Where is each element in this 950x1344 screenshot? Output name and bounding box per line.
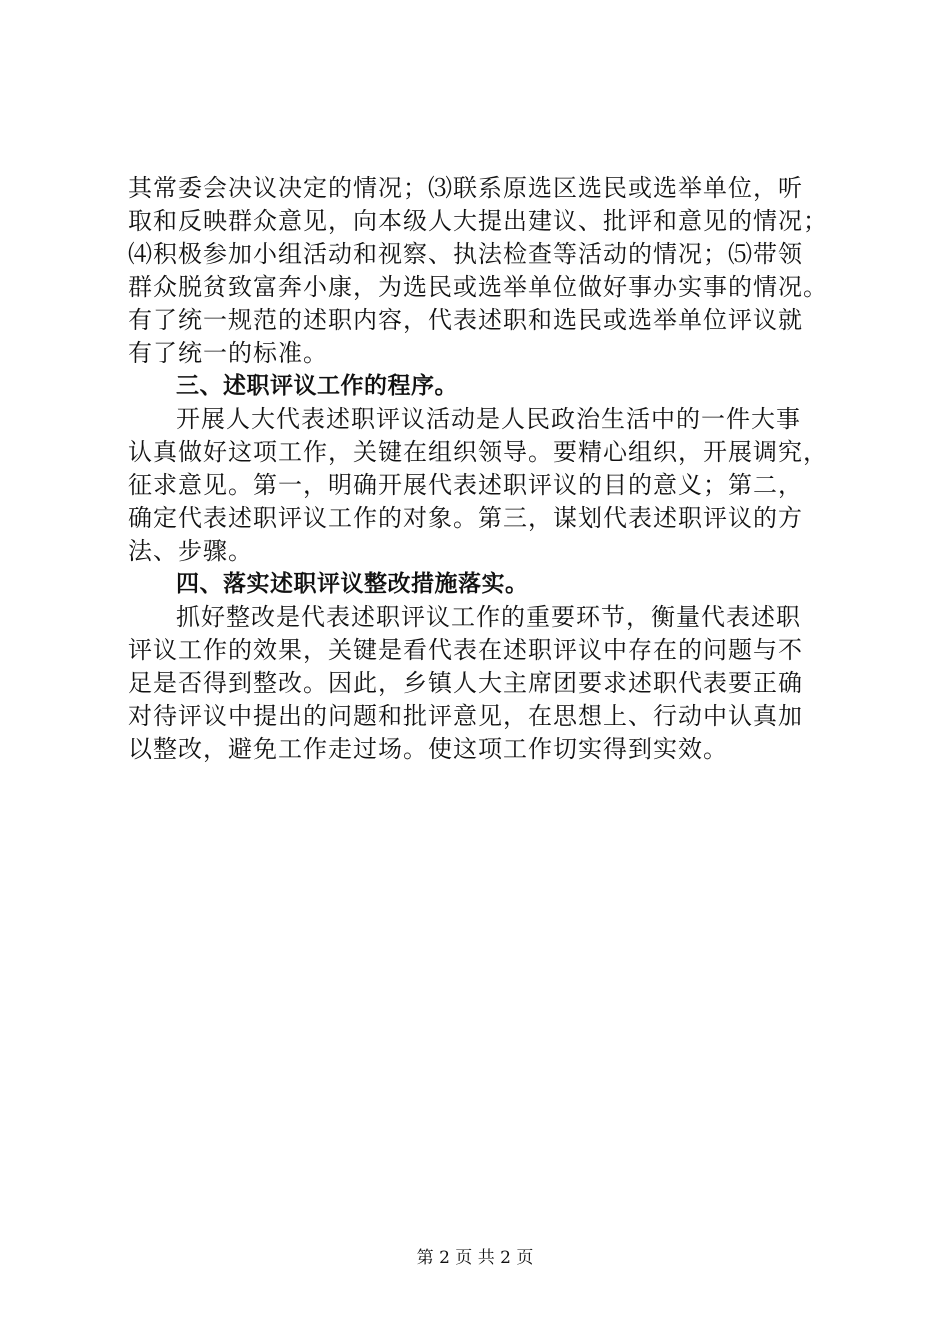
body-line: 群众脱贫致富奔小康，为选民或选举单位做好事办实事的情况。: [128, 273, 828, 301]
body-line: 足是否得到整改。因此，乡镇人大主席团要求述职代表要正确: [128, 669, 803, 697]
body-line: 其常委会决议决定的情况；⑶联系原选区选民或选举单位，听: [128, 174, 803, 202]
body-line: ⑷积极参加小组活动和视察、执法检查等活动的情况；⑸带领: [128, 240, 803, 268]
body-line: 认真做好这项工作，关键在组织领导。要精心组织，开展调究，: [128, 438, 828, 466]
body-line: 抓好整改是代表述职评议工作的重要环节，衡量代表述职: [176, 603, 801, 631]
section-heading-4: 四、落实述职评议整改措施落实。: [176, 571, 529, 597]
body-line: 确定代表述职评议工作的对象。第三，谋划代表述职评议的方: [128, 504, 803, 532]
body-line: 取和反映群众意见，向本级人大提出建议、批评和意见的情况；: [128, 207, 828, 235]
body-line: 评议工作的效果，关键是看代表在述职评议中存在的问题与不: [128, 636, 803, 664]
body-line: 法、步骤。: [128, 537, 253, 565]
body-line: 征求意见。第一，明确开展代表述职评议的目的意义；第二，: [128, 471, 803, 499]
page-footer: 第 2 页 共 2 页: [416, 1248, 534, 1268]
body-line: 有了统一的标准。: [128, 339, 328, 367]
section-heading-3: 三、述职评议工作的程序。: [176, 373, 458, 399]
body-line: 有了统一规范的述职内容，代表述职和选民或选举单位评议就: [128, 306, 803, 334]
body-line: 对待评议中提出的问题和批评意见，在思想上、行动中认真加: [128, 702, 803, 730]
body-line: 以整改，避免工作走过场。使这项工作切实得到实效。: [128, 735, 728, 763]
document-body: [128, 172, 848, 766]
body-line: 开展人大代表述职评议活动是人民政治生活中的一件大事: [176, 405, 801, 433]
